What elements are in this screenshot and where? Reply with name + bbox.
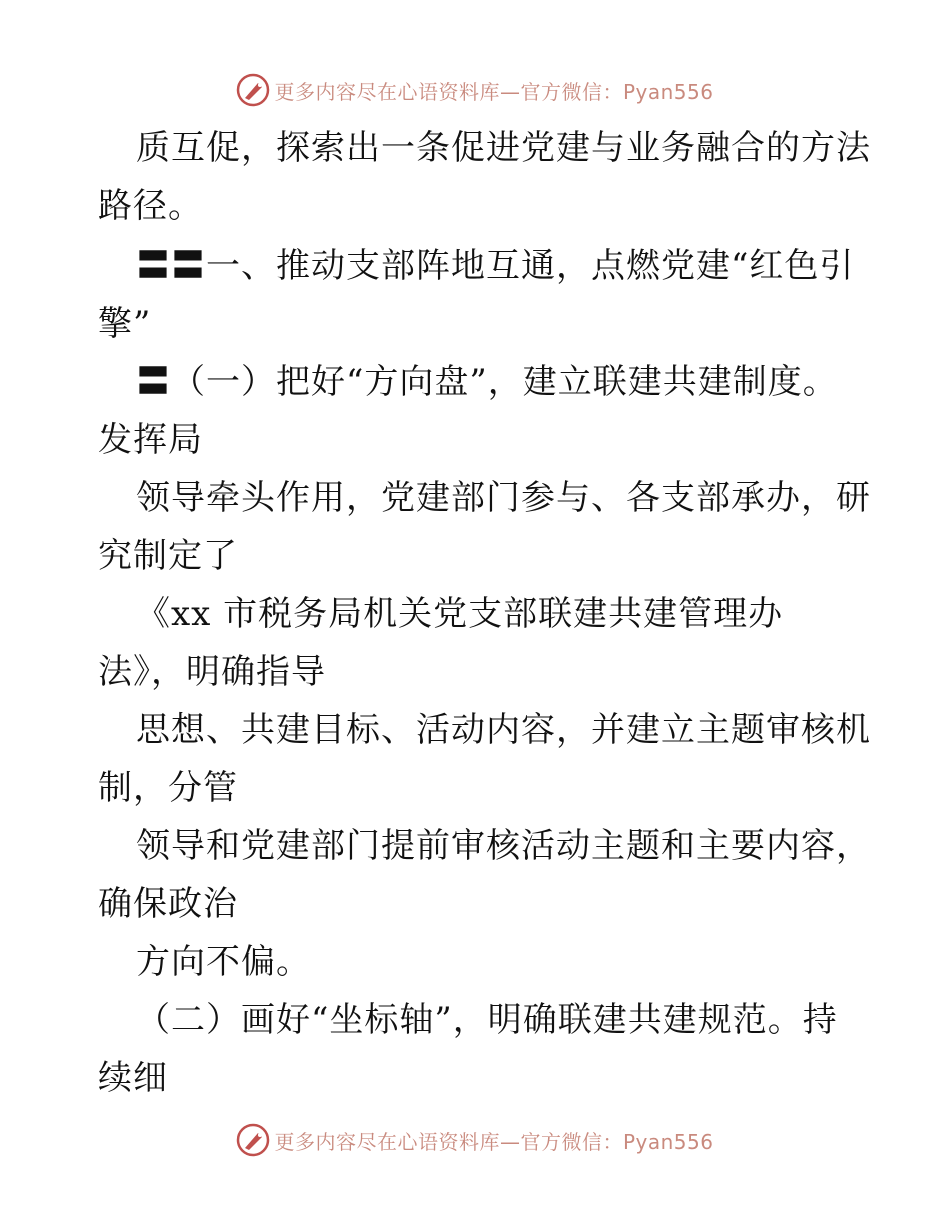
paragraph-line: 领导和党建部门提前审核活动主题和主要内容， (136, 826, 871, 866)
footer-watermark-banner (0, 1120, 950, 1160)
section-heading-line: 〓〓一、推动支部阵地互通，点燃党建“红色引 (136, 246, 855, 286)
paragraph-line: 法》，明确指导 (98, 652, 326, 692)
pen-nib-logo-icon (236, 1123, 270, 1157)
subsection-heading-line: 〓（一）把好“方向盘”，建立联建共建制度。 (136, 362, 838, 402)
paragraph-line: 究制定了 (98, 536, 238, 576)
paragraph-line: 发挥局 (98, 420, 203, 460)
footer-banner-text: 更多内容尽在心语资料库—官方微信：Pyan556 (274, 1129, 714, 1154)
paragraph-line: 续细 (98, 1058, 168, 1098)
paragraph-line: 质互促，探索出一条促进党建与业务融合的方法 (136, 128, 871, 168)
subsection-heading-line: （二）画好“坐标轴”，明确联建共建规范。持 (136, 1000, 838, 1040)
paragraph-line: 确保政治 (98, 884, 238, 924)
paragraph-line: 方向不偏。 (136, 942, 311, 982)
paragraph-line: 路径。 (98, 186, 203, 226)
header-banner-text: 更多内容尽在心语资料库—官方微信：Pyan556 (274, 79, 714, 104)
paragraph-line: 《xx 市税务局机关党支部联建共建管理办 (136, 594, 784, 634)
paragraph-line: 思想、共建目标、活动内容，并建立主题审核机 (136, 710, 871, 750)
section-heading-line: 擎” (98, 304, 152, 344)
paragraph-line: 制，分管 (98, 768, 238, 808)
paragraph-line: 领导牵头作用，党建部门参与、各支部承办，研 (136, 478, 871, 518)
